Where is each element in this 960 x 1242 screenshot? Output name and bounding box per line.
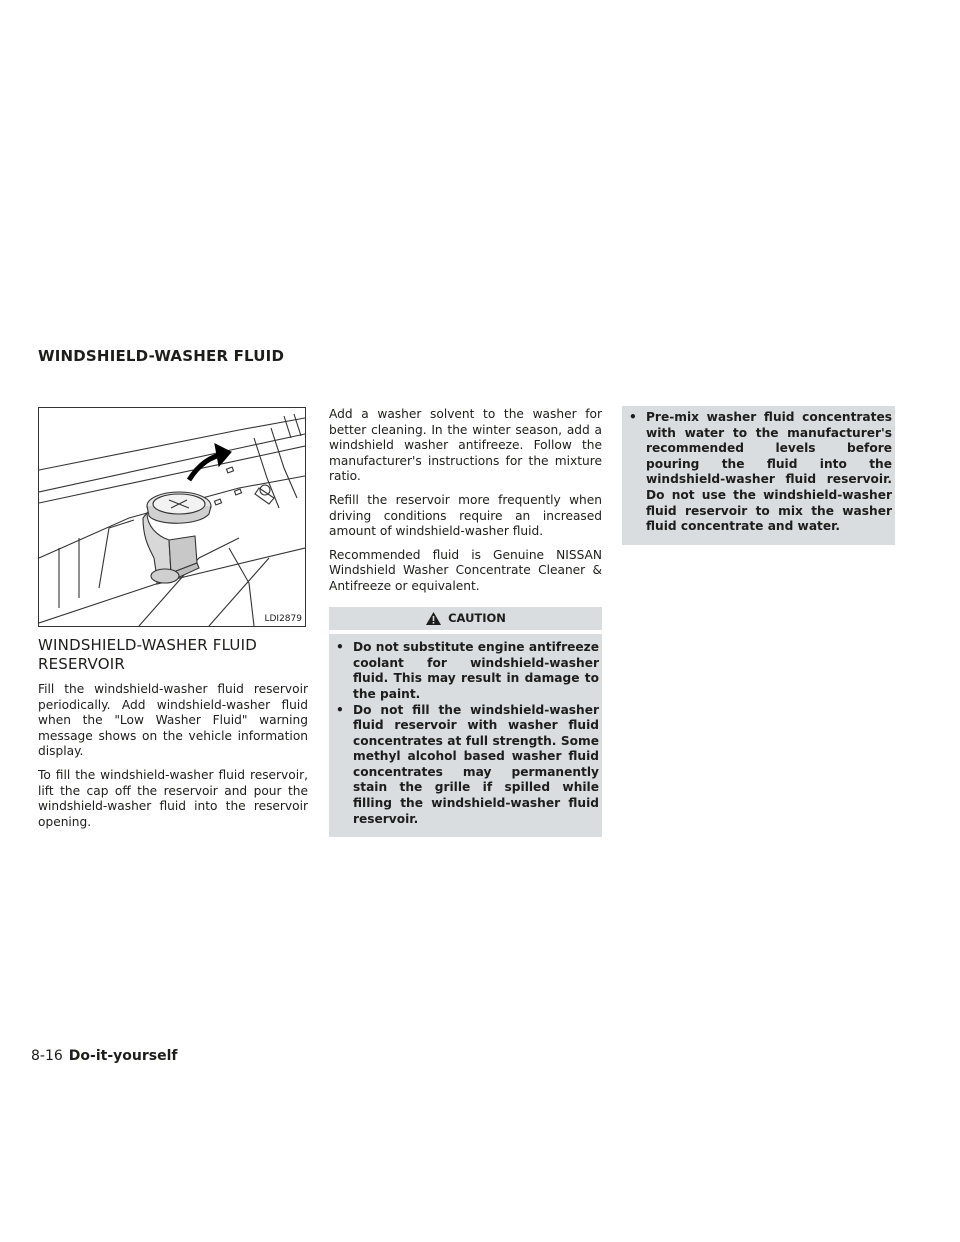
caution-label: CAUTION [448, 610, 506, 625]
column-2 [329, 407, 602, 837]
page-number: 8-16 [31, 1048, 63, 1064]
list-item [336, 640, 599, 702]
subheading: WINDSHIELD-WASHER FLUID RESERVOIR [38, 636, 257, 673]
bullet-icon: • [629, 410, 637, 424]
reservoir-illustration [38, 407, 306, 627]
paragraph: Fill the windshield-washer fluid reservoir periodically. Add windshield-washer fluid when the "Low Washer Fluid" warning message shows on the vehicle information display. [38, 682, 308, 759]
paragraph: To fill the windshield-washer fluid reservoir, lift the cap off the reservoir and pour the windshield-washer fluid into the reservoir opening. [38, 767, 308, 829]
list-item [336, 703, 599, 828]
column-1 [38, 636, 308, 838]
caution-text: Pre-mix washer fluid concentrates with water to the manufacturer's recommended levels before pouring the fluid into the windshield-washer fluid reservoir. Do not use the windshield-washer fluid reservoir to mix the washer fluid concentrate and water. [646, 410, 892, 534]
footer-section-name: Do-it-yourself [68, 1048, 178, 1064]
paragraph: Refill the reservoir more frequently when driving conditions require an increased amount of windshield-washer fluid. [329, 492, 602, 539]
caution-box [329, 607, 602, 838]
bullet-icon: • [336, 640, 344, 655]
caution-header [329, 607, 602, 635]
reservoir-drawing [39, 408, 305, 626]
warning-triangle-icon [425, 611, 442, 626]
section-title: WINDSHIELD-WASHER FLUID [38, 347, 285, 365]
column-3 [622, 406, 895, 545]
bullet-icon: • [336, 702, 344, 717]
caution-text: Do not fill the windshield-washer fluid reservoir with washer fluid concentrates at full strength. Some methyl alcohol based washer fluid concentrates may permanently stain the grille if spilled while filling the windshield-washer fluid reservoir. [353, 702, 599, 826]
paragraph: Add a washer solvent to the washer for better cleaning. In the winter season, add a windshield washer antifreeze. Follow the manufacturer's instructions for the mixture ratio. [329, 407, 602, 484]
caution-list [329, 634, 602, 827]
paragraph: Recommended fluid is Genuine NISSAN Windshield Washer Concentrate Cleaner & Antifreeze or equivalent. [329, 547, 602, 593]
caution-list-continued [622, 406, 895, 545]
figure-code: LDI2879 [264, 614, 302, 624]
caution-continued-box [622, 406, 895, 545]
page-footer [31, 1048, 177, 1064]
list-item [629, 410, 892, 535]
caution-text: Do not substitute engine antifreeze coolant for windshield-washer fluid. This may result in damage to the paint. [353, 640, 599, 701]
